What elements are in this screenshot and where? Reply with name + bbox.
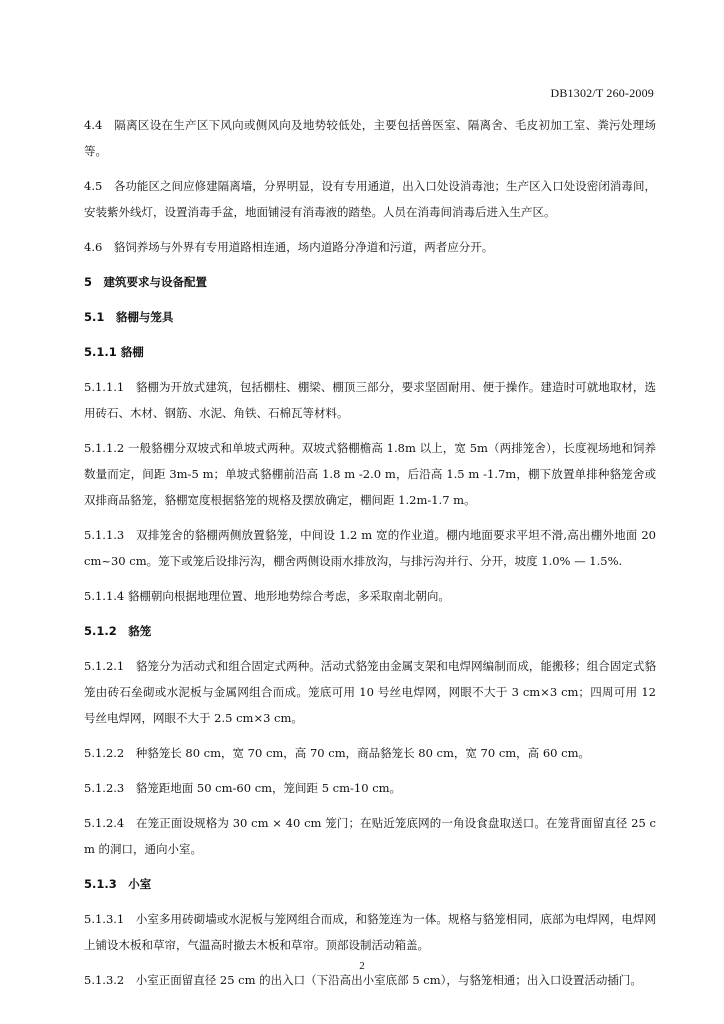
document-id: DB1302/T 260-2009 (550, 86, 654, 100)
paragraph-5-1-3-2: 5.1.3.2 小室正面留直径 25 cm 的出入口（下沿高出小室底部 5 cm），与貉笼相通；出入口设置活动插门。 (84, 973, 642, 987)
paragraph-5-1-2-2: 5.1.2.2 种貉笼长 80 cm，宽 70 cm，高 70 cm，商品貉笼长 80 cm，宽 70 cm，高 60 cm。 (84, 746, 590, 760)
paragraph-5-1-1-1: 5.1.1.1 貉棚为开放式建筑，包括棚柱、棚梁、棚顶三部分，要求坚固耐用、便于操作。建造时可就地取材，选用砖石、木材、钢筋、水泥、角铁、石棉瓦等材料。 (84, 380, 656, 420)
document-body (84, 112, 656, 1002)
paragraph-5-1-2-1: 5.1.2.1 貉笼分为活动式和组合固定式两种。活动式貉笼由金属支架和电焊网编制而成，能搬移；组合固定式貉笼由砖石垒砌或水泥板与金属网组合而成。笼底可用 10 号丝电焊网，网眼不大于 3 cm×3 cm；四周可用 12 号丝电焊网，网眼不大于 2.5 cm×3 cm。 (84, 659, 656, 725)
paragraph-4-4: 4.4 隔离区设在生产区下风向或侧风向及地势较低处，主要包括兽医室、隔离舍、毛皮初加工室、粪污处理场等。 (84, 118, 656, 158)
paragraph-5-1-3-1: 5.1.3.1 小室多用砖砌墙或水泥板与笼网组合而成，和貉笼连为一体。规格与貉笼相同，底部为电焊网，电焊网上铺设木板和草帘，气温高时撤去木板和草帘。顶部设制活动箱盖。 (84, 912, 656, 952)
heading-5-1-2: 5.1.2 貉笼 (84, 624, 152, 638)
paragraph-5-1-1-4: 5.1.1.4 貉棚朝向根据地理位置、地形地势综合考虑，多采取南北朝向。 (84, 589, 450, 603)
paragraph-5-1-2-3: 5.1.2.3 貉笼距地面 50 cm-60 cm，笼间距 5 cm-10 cm。 (84, 781, 402, 795)
paragraph-4-6: 4.6 貉饲养场与外界有专用道路相连通，场内道路分净道和污道，两者应分开。 (84, 240, 494, 254)
heading-5: 5 建筑要求与设备配置 (84, 275, 208, 289)
paragraph-5-1-1-3: 5.1.1.3 双排笼舍的貉棚两侧放置貉笼，中间设 1.2 m 宽的作业道。棚内地面要求平坦不滑,高出棚外地面 20 cm~30 cm。笼下或笼后设排污沟，棚舍两侧设雨水排放沟，与排污沟并行、分开，坡度 1.0% — 1.5%. (84, 528, 656, 568)
paragraph-5-1-2-4: 5.1.2.4 在笼正面设规格为 30 cm × 40 cm 笼门；在贴近笼底网的一角设食盘取送口。在笼背面留直径 25 cm 的洞口，通向小室。 (84, 816, 656, 856)
paragraph-5-1-1-2: 5.1.1.2 一般貉棚分双坡式和单坡式两种。双坡式貉棚檐高 1.8m 以上，宽 5m（两排笼舍），长度视场地和饲养数量而定，间距 3m-5 m；单坡式貉棚前沿高 1.8 m -2.0 m，后沿高 1.5 m -1.7m，棚下放置单排种貉笼舍或双排商品貉笼，貉棚宽度根据貉笼的规格及摆放确定，棚间距 1.2m-1.7 m。 (84, 441, 656, 507)
heading-5-1: 5.1 貉棚与笼具 (84, 310, 174, 324)
page-number: 2 (359, 960, 365, 972)
heading-5-1-3: 5.1.3 小室 (84, 877, 152, 891)
paragraph-4-5: 4.5 各功能区之间应修建隔离墙，分界明显，设有专用通道，出入口处设消毒池；生产区入口处设密闭消毒间，安装紫外线灯，设置消毒手盆，地面铺浸有消毒液的踏垫。人员在消毒间消毒后进入生产区。 (84, 179, 656, 219)
heading-5-1-1: 5.1.1 貉棚 (84, 345, 144, 359)
